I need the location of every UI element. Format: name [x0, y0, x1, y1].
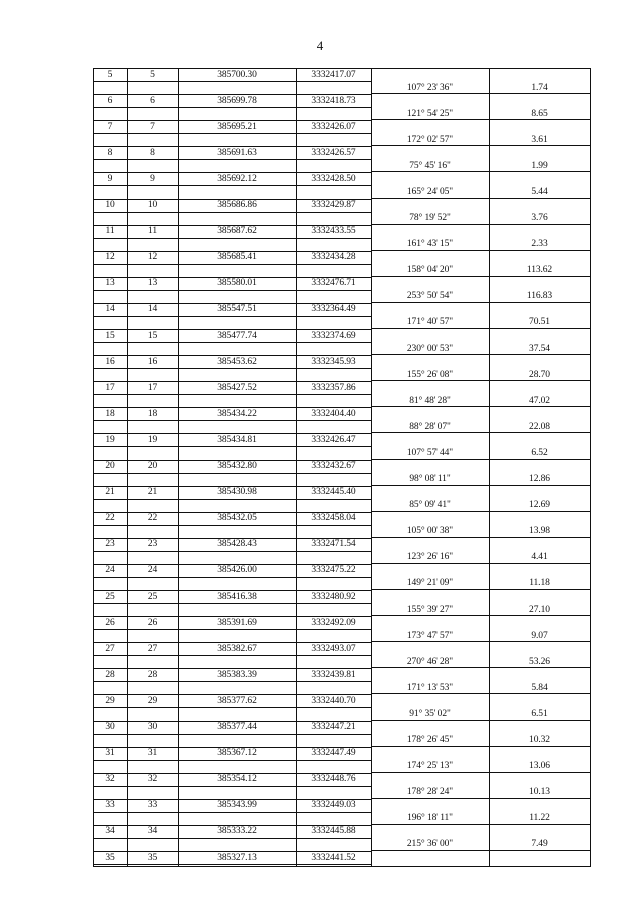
table-hline [371, 589, 590, 590]
point-id: 18 [147, 408, 158, 419]
table-hline [93, 212, 371, 213]
coord-y: 3332404.40 [311, 408, 356, 419]
coord-y: 3332417.07 [311, 69, 356, 80]
coord-x: 385383.39 [217, 669, 257, 680]
table-hline [93, 185, 371, 186]
segment-length: 11.22 [529, 813, 550, 824]
coord-x: 385432.80 [217, 461, 257, 471]
table-hline [371, 276, 590, 277]
table-hline [371, 667, 590, 668]
segment-length: 116.83 [526, 291, 553, 302]
table-hline [371, 746, 590, 747]
segment-angle: 165° 24' 05" [406, 186, 454, 197]
segment-angle: 149° 21' 09" [406, 578, 454, 589]
segment-angle: 155° 39' 27" [406, 604, 454, 615]
point-row-number: 33 [105, 800, 115, 811]
segment-angle: 161° 43' 15" [406, 239, 454, 250]
table-hline [371, 615, 590, 616]
segment-length: 5.84 [531, 682, 548, 693]
coord-y: 3332449.03 [311, 800, 356, 811]
point-row-number: 14 [105, 304, 115, 315]
coord-y: 3332480.92 [311, 591, 356, 602]
table-hline [93, 629, 371, 630]
table-hline [371, 354, 590, 355]
coord-y: 3332441.52 [311, 852, 356, 863]
coord-x: 385432.05 [217, 513, 257, 524]
table-hline [93, 786, 371, 787]
point-row-number: 6 [107, 95, 113, 106]
point-id: 26 [147, 617, 158, 628]
table-hline [371, 93, 590, 94]
table-hline [93, 838, 371, 839]
point-row-number: 24 [105, 565, 115, 576]
segment-angle: 171° 40' 57" [406, 317, 454, 328]
table-hline [371, 641, 590, 642]
segment-length: 70.51 [529, 317, 550, 328]
point-row-number: 7 [107, 121, 113, 132]
coord-x: 385416.38 [217, 591, 257, 602]
point-id: 6 [150, 95, 155, 106]
table-vline [590, 68, 591, 866]
point-row-number: 20 [105, 461, 115, 471]
table-hline [371, 380, 590, 381]
segment-angle: 178° 26' 45" [406, 735, 454, 746]
segment-angle: 158° 04' 20" [406, 265, 454, 276]
coord-x: 385434.81 [217, 434, 257, 445]
point-row-number: 10 [105, 200, 115, 210]
page-number: 4 [316, 38, 324, 53]
point-id: 9 [150, 173, 155, 184]
coord-x: 385343.99 [217, 800, 257, 811]
table-hline [93, 499, 371, 500]
segment-length: 47.02 [529, 395, 550, 406]
segment-angle: 107° 57' 44" [406, 447, 454, 458]
table-hline [371, 772, 590, 773]
table-hline [93, 394, 371, 395]
coord-y: 3332418.73 [311, 95, 356, 106]
table-hline [371, 798, 590, 799]
table-hline [371, 485, 590, 486]
segment-length: 12.69 [529, 500, 550, 511]
point-row-number: 16 [105, 356, 115, 367]
table-hline [93, 264, 371, 265]
segment-angle: 215° 36' 00" [406, 839, 454, 850]
segment-length: 13.06 [529, 761, 550, 772]
table-hline [93, 866, 591, 867]
point-row-number: 15 [105, 330, 115, 341]
segment-length: 27.10 [529, 604, 550, 615]
coord-x: 385367.12 [217, 748, 257, 759]
segment-length: 9.07 [531, 630, 548, 641]
point-id: 12 [147, 252, 158, 263]
point-row-number: 35 [105, 852, 115, 863]
segment-angle: 85° 09' 41" [409, 500, 451, 511]
coord-x: 385391.69 [217, 617, 257, 628]
point-row-number: 28 [105, 669, 115, 680]
table-hline [371, 302, 590, 303]
segment-length: 5.44 [531, 186, 548, 197]
table-hline [93, 368, 371, 369]
coord-y: 3332458.04 [311, 513, 356, 524]
point-id: 13 [147, 278, 158, 289]
segment-angle: 155° 26' 08" [406, 369, 454, 380]
segment-angle: 171° 13' 53" [406, 682, 454, 693]
table-hline [93, 760, 371, 761]
table-hline [371, 563, 590, 564]
segment-length: 6.52 [531, 447, 548, 458]
coord-y: 3332374.69 [311, 330, 356, 341]
coord-x: 385426.00 [217, 565, 257, 576]
point-id: 15 [147, 330, 158, 341]
table-hline [93, 446, 371, 447]
coord-y: 3332447.49 [311, 748, 356, 759]
table-hline [371, 511, 590, 512]
coord-x: 385699.78 [217, 95, 257, 106]
point-id: 11 [148, 226, 157, 237]
point-row-number: 18 [105, 408, 115, 419]
table-hline [93, 655, 371, 656]
table-hline [93, 342, 371, 343]
point-id: 24 [147, 565, 158, 576]
point-row-number: 30 [105, 722, 115, 732]
point-id: 23 [147, 539, 158, 550]
segment-angle: 81° 48' 28" [409, 395, 451, 406]
table-hline [371, 119, 590, 120]
table-hline [93, 107, 371, 108]
point-id: 30 [147, 722, 158, 732]
point-id: 22 [147, 513, 158, 524]
table-hline [371, 145, 590, 146]
coord-y: 3332475.22 [311, 565, 356, 576]
point-id: 17 [147, 382, 158, 393]
segment-length: 10.13 [529, 787, 550, 798]
point-row-number: 5 [107, 69, 113, 80]
coord-x: 385695.21 [217, 121, 257, 132]
coord-y: 3332445.88 [311, 826, 356, 837]
coord-y: 3332447.21 [311, 722, 356, 732]
point-row-number: 17 [105, 382, 115, 393]
coord-y: 3332345.93 [311, 356, 356, 367]
table-hline [371, 224, 590, 225]
segment-length: 4.41 [531, 552, 548, 563]
coord-x: 385434.22 [217, 408, 257, 419]
coord-y: 3332492.09 [311, 617, 356, 628]
segment-angle: 230° 00' 53" [406, 343, 454, 354]
point-id: 5 [150, 69, 155, 80]
coord-x: 385692.12 [217, 173, 257, 184]
coord-y: 3332426.47 [311, 434, 356, 445]
point-row-number: 22 [105, 513, 115, 524]
table-hline [371, 328, 590, 329]
segment-angle: 123° 26' 16" [406, 552, 454, 563]
coord-x: 385477.74 [217, 330, 257, 341]
point-id: 27 [147, 643, 158, 654]
segment-length: 7.49 [531, 839, 548, 850]
point-row-number: 29 [105, 695, 115, 706]
coord-y: 3332426.57 [311, 147, 356, 158]
table-hline [371, 459, 590, 460]
segment-length: 28.70 [529, 369, 550, 380]
point-id: 14 [147, 304, 158, 315]
point-row-number: 26 [105, 617, 115, 628]
point-row-number: 23 [105, 539, 115, 550]
segment-length: 22.08 [529, 421, 550, 432]
point-row-number: 9 [107, 173, 113, 184]
coord-x: 385377.44 [217, 722, 257, 732]
table-hline [93, 551, 371, 552]
table-hline [93, 238, 371, 239]
table-hline [93, 133, 371, 134]
segment-length: 12.86 [529, 474, 550, 485]
table-hline [371, 406, 590, 407]
segment-angle: 88° 28' 07" [409, 421, 451, 432]
point-id: 10 [147, 200, 158, 210]
segment-length: 113.62 [526, 265, 553, 276]
point-id: 29 [147, 695, 158, 706]
table-hline [93, 473, 371, 474]
segment-angle: 107° 23' 36" [406, 82, 454, 93]
coord-x: 385382.67 [217, 643, 257, 654]
segment-angle: 270° 46' 28" [406, 656, 454, 667]
table-hline [93, 525, 371, 526]
point-row-number: 25 [105, 591, 115, 602]
segment-length: 8.65 [531, 108, 548, 119]
coord-y: 3332357.86 [311, 382, 356, 393]
segment-length: 1.74 [531, 82, 548, 93]
table-hline [371, 720, 590, 721]
table-hline [93, 159, 371, 160]
coord-x: 385333.22 [217, 826, 257, 837]
segment-angle: 78° 19' 52" [409, 213, 451, 224]
segment-length: 13.98 [529, 526, 550, 537]
coord-x: 385686.86 [217, 200, 257, 210]
coord-y: 3332448.76 [311, 774, 356, 785]
table-hline [93, 577, 371, 578]
point-id: 7 [150, 121, 155, 132]
point-row-number: 34 [105, 826, 115, 837]
coord-y: 3332471.54 [311, 539, 356, 550]
coord-x: 385687.62 [217, 226, 257, 237]
segment-length: 3.61 [531, 134, 548, 145]
point-row-number: 27 [105, 643, 115, 654]
table-hline [371, 850, 590, 851]
coord-y: 3332426.07 [311, 121, 356, 132]
segment-angle: 173° 47' 57" [406, 630, 454, 641]
coord-x: 385700.30 [217, 69, 257, 80]
coord-y: 3332476.71 [311, 278, 356, 289]
segment-angle: 91° 35' 02" [409, 708, 451, 719]
table-hline [93, 420, 371, 421]
coord-y: 3332428.50 [311, 173, 356, 184]
coord-x: 385428.43 [217, 539, 257, 550]
coord-x: 385580.01 [217, 278, 257, 289]
coord-x: 385691.63 [217, 147, 257, 158]
segment-angle: 75° 45' 16" [409, 160, 451, 171]
point-row-number: 8 [107, 147, 113, 158]
coord-y: 3332433.55 [311, 226, 356, 237]
table-hline [93, 812, 371, 813]
segment-angle: 178° 28' 24" [406, 787, 454, 798]
coord-x: 385453.62 [217, 356, 257, 367]
segment-angle: 105° 00' 38" [406, 526, 454, 537]
point-row-number: 11 [105, 226, 115, 237]
segment-angle: 253° 50' 54" [406, 291, 454, 302]
segment-length: 37.54 [529, 343, 550, 354]
table-hline [371, 537, 590, 538]
point-id: 20 [147, 461, 158, 471]
coord-y: 3332434.28 [311, 252, 356, 263]
coord-x: 385354.12 [217, 774, 257, 785]
coord-y: 3332429.87 [311, 200, 356, 210]
table-hline [93, 707, 371, 708]
point-row-number: 13 [105, 278, 115, 289]
point-id: 34 [147, 826, 158, 837]
coord-x: 385377.62 [217, 695, 257, 706]
point-id: 35 [147, 852, 158, 863]
point-id: 32 [147, 774, 158, 785]
segment-length: 11.18 [529, 578, 550, 589]
segment-angle: 121° 54' 25" [406, 108, 454, 119]
segment-angle: 172° 02' 57" [406, 134, 454, 145]
segment-length: 53.26 [529, 656, 550, 667]
table-hline [93, 734, 371, 735]
segment-length: 6.51 [531, 708, 548, 719]
coord-x: 385327.13 [217, 852, 257, 863]
coord-x: 385430.98 [217, 487, 257, 498]
point-row-number: 31 [105, 748, 115, 759]
table-hline [371, 198, 590, 199]
coord-y: 3332364.49 [311, 304, 356, 315]
table-hline [93, 81, 371, 82]
table-hline [93, 864, 371, 865]
coord-x: 385427.52 [217, 382, 257, 393]
segment-length: 1.99 [531, 160, 548, 171]
point-row-number: 21 [105, 487, 115, 498]
table-hline [371, 432, 590, 433]
segment-angle: 174° 25' 13" [406, 761, 454, 772]
point-id: 28 [147, 669, 158, 680]
coord-x: 385547.51 [217, 304, 257, 315]
point-id: 16 [147, 356, 158, 367]
segment-length: 10.32 [529, 735, 550, 746]
table-hline [93, 681, 371, 682]
table-hline [93, 603, 371, 604]
coord-y: 3332445.40 [311, 487, 356, 498]
coord-y: 3332432.67 [311, 461, 356, 471]
segment-length: 3.76 [531, 213, 548, 224]
point-row-number: 32 [105, 774, 115, 785]
point-id: 8 [150, 147, 155, 158]
point-id: 21 [147, 487, 158, 498]
point-row-number: 19 [105, 434, 115, 445]
segment-length: 2.33 [531, 239, 548, 250]
coord-y: 3332439.81 [311, 669, 356, 680]
table-hline [371, 693, 590, 694]
table-hline [93, 316, 371, 317]
point-id: 25 [147, 591, 158, 602]
segment-angle: 98° 08' 11" [409, 474, 451, 485]
table-hline [93, 290, 371, 291]
table-hline [371, 824, 590, 825]
point-id: 33 [147, 800, 158, 811]
table-hline [371, 250, 590, 251]
point-id: 31 [147, 748, 158, 759]
point-id: 19 [147, 434, 158, 445]
point-row-number: 12 [105, 252, 115, 263]
coord-y: 3332440.70 [311, 695, 356, 706]
segment-angle: 196° 18' 11" [407, 813, 453, 824]
coord-x: 385685.41 [217, 252, 257, 263]
table-hline [371, 171, 590, 172]
coord-y: 3332493.07 [311, 643, 356, 654]
